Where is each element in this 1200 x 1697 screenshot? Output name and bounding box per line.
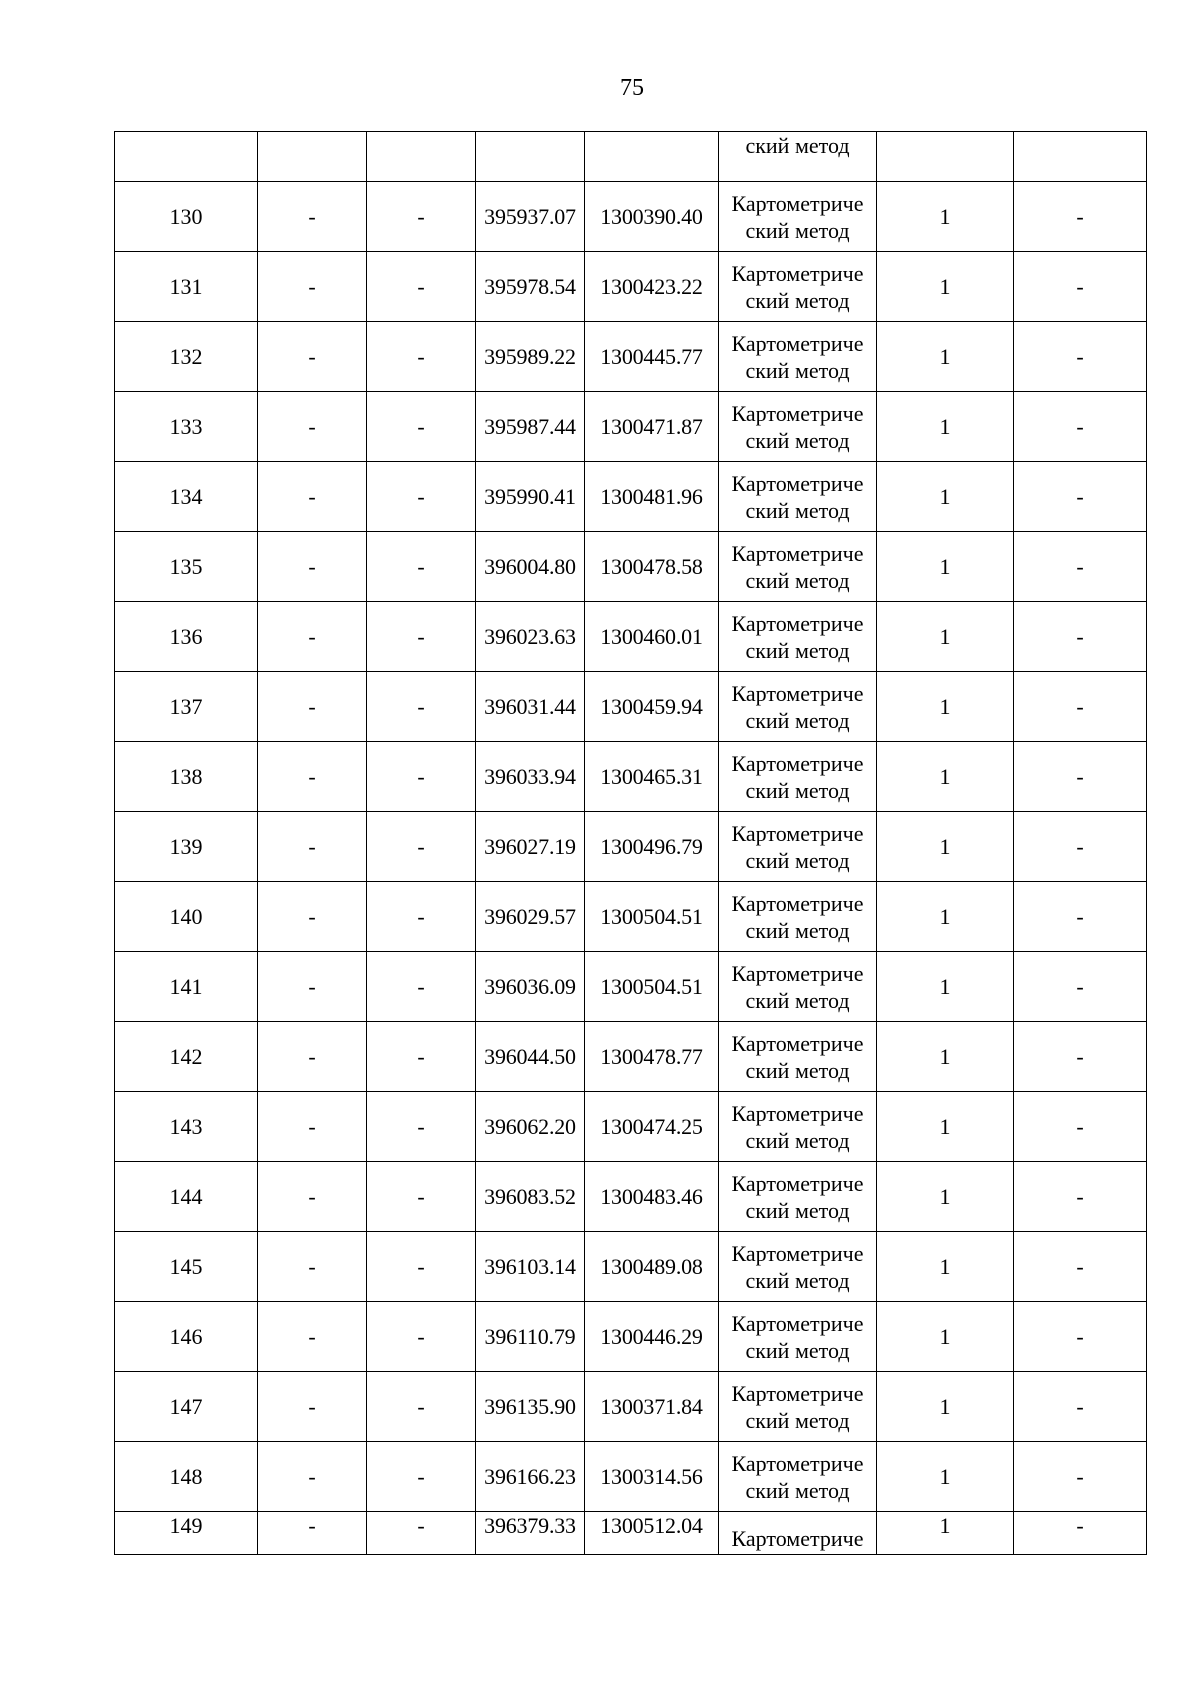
cell-old-y: - — [367, 532, 476, 602]
method-line-2: ский метод — [745, 1477, 850, 1503]
table-row — [115, 1022, 1147, 1092]
page-number: 75 — [620, 75, 644, 101]
method-line-2: ский метод — [745, 1337, 850, 1363]
cell-old-y: - — [367, 462, 476, 532]
method-line-2: ский метод — [745, 637, 850, 663]
cell-new-y: 1300446.29 — [585, 1302, 719, 1372]
table-row — [115, 322, 1147, 392]
cell-new-x: 396036.09 — [476, 952, 585, 1022]
cell-point-number: 148 — [115, 1442, 258, 1512]
cell-new-y: 1300423.22 — [585, 252, 719, 322]
method-line-2: ский метод — [745, 1197, 850, 1223]
method-line-1: Картометриче — [731, 1526, 864, 1551]
cell-description: - — [1014, 812, 1147, 882]
method-line-2: ский метод — [745, 497, 850, 523]
coordinates-table-body — [115, 132, 1147, 1555]
cell-old-x: - — [258, 742, 367, 812]
cell-old-y: - — [367, 1232, 476, 1302]
cell-accuracy — [877, 132, 1014, 182]
cell-point-number: 145 — [115, 1232, 258, 1302]
cell-method — [719, 1512, 877, 1555]
table-row — [115, 1372, 1147, 1442]
cell-old-y: - — [367, 672, 476, 742]
table-row — [115, 952, 1147, 1022]
method-line-2: ский метод — [745, 427, 850, 453]
cell-old-x: - — [258, 252, 367, 322]
cell-point-number: 138 — [115, 742, 258, 812]
cell-point-number: 147 — [115, 1372, 258, 1442]
method-line-1: Картометриче — [731, 680, 864, 706]
cell-new-x — [476, 132, 585, 182]
method-line-2: ский метод — [745, 987, 850, 1013]
table-row-continued — [115, 132, 1147, 182]
method-line-2: ский метод — [745, 287, 850, 313]
cell-accuracy: 1 — [877, 322, 1014, 392]
table-row — [115, 812, 1147, 882]
cell-point-number: 143 — [115, 1092, 258, 1162]
cell-old-x: - — [258, 952, 367, 1022]
cell-accuracy: 1 — [877, 392, 1014, 462]
cell-accuracy: 1 — [877, 952, 1014, 1022]
cell-description: - — [1014, 182, 1147, 252]
cell-description: - — [1014, 1302, 1147, 1372]
cell-new-x: 395989.22 — [476, 322, 585, 392]
cell-new-y: 1300474.25 — [585, 1092, 719, 1162]
cell-accuracy: 1 — [877, 1162, 1014, 1232]
method-line-2: ский метод — [745, 567, 850, 593]
cell-point-number: 139 — [115, 812, 258, 882]
cell-point-number: 137 — [115, 672, 258, 742]
table-row — [115, 1092, 1147, 1162]
cell-description: - — [1014, 1512, 1147, 1555]
cell-method — [719, 532, 877, 602]
table-row — [115, 882, 1147, 952]
cell-method — [719, 812, 877, 882]
method-line-2: ский метод — [745, 1127, 850, 1153]
cell-description: - — [1014, 952, 1147, 1022]
cell-old-y: - — [367, 182, 476, 252]
cell-old-x: - — [258, 1442, 367, 1512]
method-line-2: ский метод — [745, 1057, 850, 1083]
cell-old-y: - — [367, 1442, 476, 1512]
cell-old-y: - — [367, 252, 476, 322]
cell-old-x: - — [258, 882, 367, 952]
cell-accuracy: 1 — [877, 1022, 1014, 1092]
cell-point-number: 141 — [115, 952, 258, 1022]
table-row — [115, 1302, 1147, 1372]
method-line-2: ский метод — [745, 777, 850, 803]
cell-method — [719, 132, 877, 182]
method-line-2: ский метод — [745, 133, 850, 158]
cell-new-y: 1300445.77 — [585, 322, 719, 392]
cell-old-x: - — [258, 602, 367, 672]
cell-old-x: - — [258, 1162, 367, 1232]
cell-method — [719, 742, 877, 812]
cell-accuracy: 1 — [877, 1092, 1014, 1162]
method-line-1: Картометриче — [731, 750, 864, 776]
table-row — [115, 1512, 1147, 1555]
table-row — [115, 742, 1147, 812]
cell-old-y: - — [367, 322, 476, 392]
method-line-2: ский метод — [745, 1267, 850, 1293]
cell-description: - — [1014, 882, 1147, 952]
cell-old-x: - — [258, 1232, 367, 1302]
cell-new-x: 396110.79 — [476, 1302, 585, 1372]
cell-description: - — [1014, 462, 1147, 532]
cell-new-y: 1300481.96 — [585, 462, 719, 532]
cell-accuracy: 1 — [877, 1372, 1014, 1442]
cell-new-x: 395937.07 — [476, 182, 585, 252]
method-line-1: Картометриче — [731, 610, 864, 636]
cell-description: - — [1014, 602, 1147, 672]
table-row — [115, 1442, 1147, 1512]
cell-old-y — [367, 132, 476, 182]
cell-old-y: - — [367, 812, 476, 882]
cell-old-x: - — [258, 532, 367, 602]
method-line-2: ский метод — [745, 847, 850, 873]
cell-accuracy: 1 — [877, 1232, 1014, 1302]
cell-description: - — [1014, 1442, 1147, 1512]
method-line-1: Картометриче — [731, 820, 864, 846]
cell-point-number: 144 — [115, 1162, 258, 1232]
cell-old-x: - — [258, 812, 367, 882]
table-row — [115, 532, 1147, 602]
cell-accuracy: 1 — [877, 1302, 1014, 1372]
method-line-1: Картометриче — [731, 1310, 864, 1336]
cell-new-x: 396004.80 — [476, 532, 585, 602]
cell-accuracy: 1 — [877, 182, 1014, 252]
cell-new-x: 395987.44 — [476, 392, 585, 462]
cell-old-y: - — [367, 1512, 476, 1555]
method-line-1: Картометриче — [731, 1030, 864, 1056]
cell-point-number: 133 — [115, 392, 258, 462]
method-line-1: Картометриче — [731, 1100, 864, 1126]
cell-method — [719, 882, 877, 952]
cell-point-number: 142 — [115, 1022, 258, 1092]
cell-point-number: 149 — [115, 1512, 258, 1555]
cell-old-x: - — [258, 1022, 367, 1092]
cell-description: - — [1014, 322, 1147, 392]
cell-accuracy: 1 — [877, 882, 1014, 952]
cell-old-x: - — [258, 1512, 367, 1555]
cell-method — [719, 1372, 877, 1442]
cell-new-y: 1300478.58 — [585, 532, 719, 602]
table-row — [115, 182, 1147, 252]
cell-old-y: - — [367, 392, 476, 462]
cell-new-x: 395990.41 — [476, 462, 585, 532]
cell-point-number: 135 — [115, 532, 258, 602]
cell-method — [719, 952, 877, 1022]
method-line-1: Картометриче — [731, 470, 864, 496]
cell-method — [719, 392, 877, 462]
cell-accuracy: 1 — [877, 252, 1014, 322]
cell-description: - — [1014, 1162, 1147, 1232]
cell-old-y: - — [367, 1092, 476, 1162]
cell-description: - — [1014, 742, 1147, 812]
cell-new-y: 1300459.94 — [585, 672, 719, 742]
cell-accuracy: 1 — [877, 532, 1014, 602]
cell-description: - — [1014, 392, 1147, 462]
cell-new-y: 1300496.79 — [585, 812, 719, 882]
cell-description: - — [1014, 1232, 1147, 1302]
cell-new-y: 1300371.84 — [585, 1372, 719, 1442]
cell-point-number: 134 — [115, 462, 258, 532]
cell-method — [719, 1232, 877, 1302]
cell-point-number: 130 — [115, 182, 258, 252]
cell-method — [719, 672, 877, 742]
table-row — [115, 672, 1147, 742]
cell-new-x: 396023.63 — [476, 602, 585, 672]
cell-description: - — [1014, 252, 1147, 322]
cell-new-x: 396031.44 — [476, 672, 585, 742]
table-row — [115, 392, 1147, 462]
cell-description: - — [1014, 672, 1147, 742]
cell-new-y: 1300460.01 — [585, 602, 719, 672]
cell-description — [1014, 132, 1147, 182]
cell-method — [719, 182, 877, 252]
cell-accuracy: 1 — [877, 1442, 1014, 1512]
method-line-1: Картометриче — [731, 1380, 864, 1406]
cell-method — [719, 602, 877, 672]
cell-new-y: 1300504.51 — [585, 882, 719, 952]
method-line-1: Картометриче — [731, 190, 864, 216]
method-line-1: Картометриче — [731, 540, 864, 566]
cell-description: - — [1014, 532, 1147, 602]
cell-method — [719, 252, 877, 322]
cell-point-number: 140 — [115, 882, 258, 952]
cell-old-x: - — [258, 1372, 367, 1442]
cell-new-y: 1300489.08 — [585, 1232, 719, 1302]
cell-new-x: 396166.23 — [476, 1442, 585, 1512]
cell-new-y: 1300478.77 — [585, 1022, 719, 1092]
cell-old-x: - — [258, 672, 367, 742]
cell-old-y: - — [367, 1302, 476, 1372]
cell-new-x: 395978.54 — [476, 252, 585, 322]
cell-method — [719, 1162, 877, 1232]
cell-accuracy: 1 — [877, 742, 1014, 812]
cell-new-y: 1300504.51 — [585, 952, 719, 1022]
cell-new-x: 396135.90 — [476, 1372, 585, 1442]
cell-point-number — [115, 132, 258, 182]
method-line-1: Картометриче — [731, 330, 864, 356]
cell-method — [719, 1022, 877, 1092]
cell-description: - — [1014, 1372, 1147, 1442]
cell-point-number: 131 — [115, 252, 258, 322]
cell-new-y: 1300390.40 — [585, 182, 719, 252]
cell-point-number: 136 — [115, 602, 258, 672]
cell-old-x: - — [258, 322, 367, 392]
cell-new-y: 1300465.31 — [585, 742, 719, 812]
method-line-1: Картометриче — [731, 960, 864, 986]
cell-new-y: 1300471.87 — [585, 392, 719, 462]
cell-method — [719, 322, 877, 392]
cell-method — [719, 462, 877, 532]
cell-new-x: 396083.52 — [476, 1162, 585, 1232]
method-line-1: Картометриче — [731, 400, 864, 426]
cell-accuracy: 1 — [877, 812, 1014, 882]
cell-new-x: 396379.33 — [476, 1512, 585, 1555]
table-row — [115, 602, 1147, 672]
cell-old-y: - — [367, 742, 476, 812]
method-line-2: ский метод — [745, 917, 850, 943]
cell-old-x: - — [258, 1302, 367, 1372]
table-row — [115, 462, 1147, 532]
cell-new-x: 396103.14 — [476, 1232, 585, 1302]
cell-old-y: - — [367, 1372, 476, 1442]
cell-old-x: - — [258, 392, 367, 462]
cell-method — [719, 1092, 877, 1162]
table-row — [115, 252, 1147, 322]
coordinates-table — [114, 131, 1147, 1555]
method-line-1: Картометриче — [731, 260, 864, 286]
cell-new-y: 1300314.56 — [585, 1442, 719, 1512]
cell-old-y: - — [367, 882, 476, 952]
cell-old-x: - — [258, 182, 367, 252]
method-line-1: Картометриче — [731, 890, 864, 916]
cell-new-x: 396062.20 — [476, 1092, 585, 1162]
cell-description: - — [1014, 1092, 1147, 1162]
cell-new-x: 396029.57 — [476, 882, 585, 952]
cell-method — [719, 1442, 877, 1512]
cell-new-x: 396027.19 — [476, 812, 585, 882]
cell-point-number: 132 — [115, 322, 258, 392]
method-line-2: ский метод — [745, 707, 850, 733]
cell-old-y: - — [367, 952, 476, 1022]
method-line-2: ский метод — [745, 357, 850, 383]
cell-accuracy: 1 — [877, 1512, 1014, 1555]
method-line-1: Картометриче — [731, 1170, 864, 1196]
method-line-1: Картометриче — [731, 1450, 864, 1476]
cell-new-y: 1300512.04 — [585, 1512, 719, 1555]
cell-old-y: - — [367, 1022, 476, 1092]
cell-new-y — [585, 132, 719, 182]
table-row — [115, 1162, 1147, 1232]
cell-new-x: 396044.50 — [476, 1022, 585, 1092]
cell-old-x — [258, 132, 367, 182]
method-line-2: ский метод — [745, 1407, 850, 1433]
cell-old-x: - — [258, 462, 367, 532]
method-line-1: Картометриче — [731, 1240, 864, 1266]
cell-accuracy: 1 — [877, 462, 1014, 532]
cell-old-y: - — [367, 1162, 476, 1232]
cell-method — [719, 1302, 877, 1372]
table-row — [115, 1232, 1147, 1302]
cell-accuracy: 1 — [877, 672, 1014, 742]
cell-old-x: - — [258, 1092, 367, 1162]
cell-new-x: 396033.94 — [476, 742, 585, 812]
cell-accuracy: 1 — [877, 602, 1014, 672]
cell-old-y: - — [367, 602, 476, 672]
cell-new-y: 1300483.46 — [585, 1162, 719, 1232]
method-line-2: ский метод — [745, 217, 850, 243]
cell-description: - — [1014, 1022, 1147, 1092]
cell-point-number: 146 — [115, 1302, 258, 1372]
